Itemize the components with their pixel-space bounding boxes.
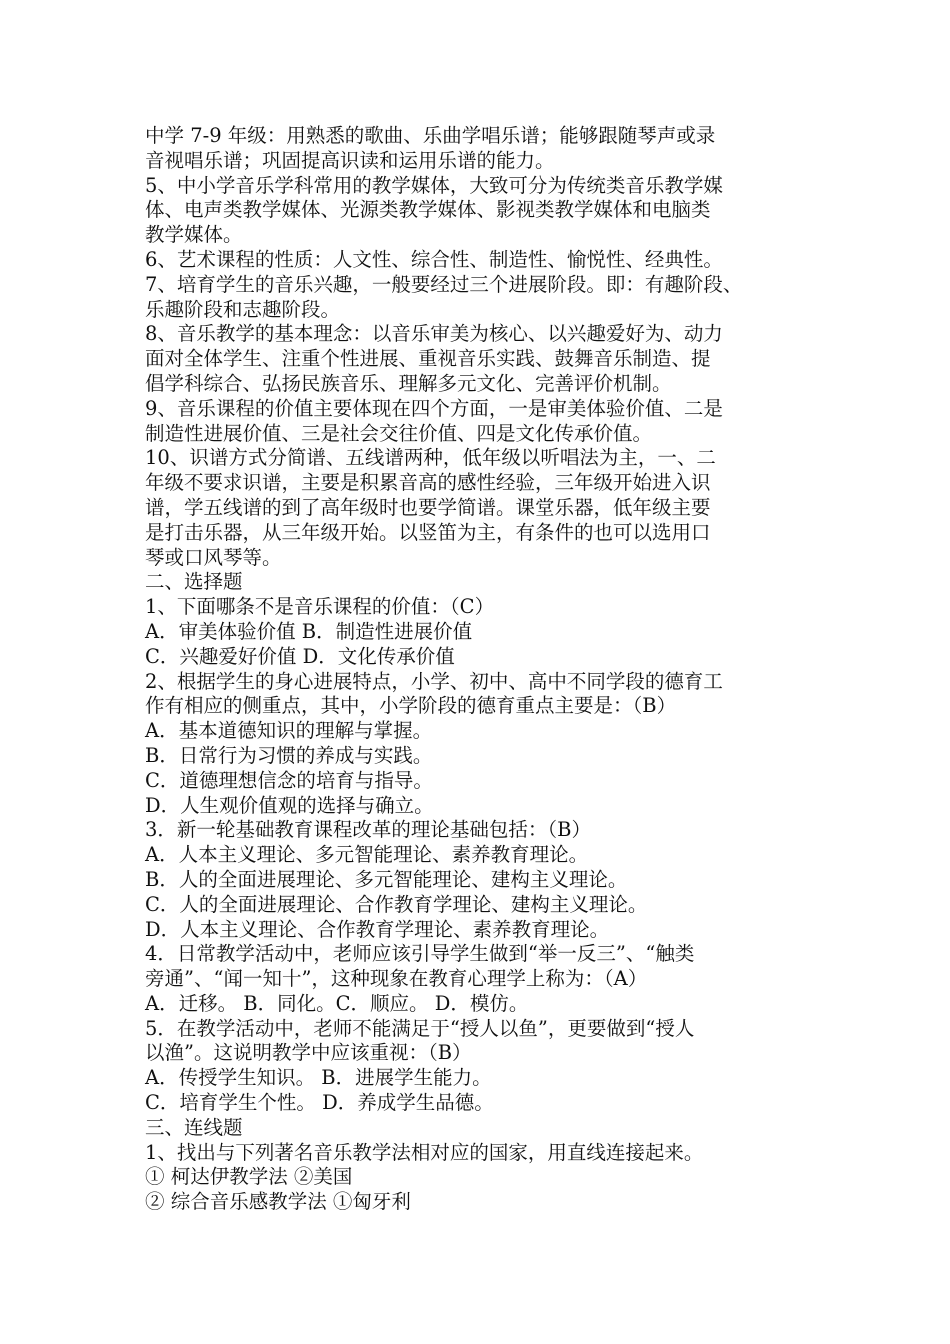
text-line: 6、艺术课程的性质：人文性、综合性、制造性、愉悦性、经典性。 — [145, 247, 723, 271]
question-text: 1、下面哪条不是音乐课程的价值：（C） — [145, 595, 495, 619]
text-line: 10、识谱方式分简谱、五线谱两种，低年级以听唱法为主，一、二 — [145, 446, 716, 470]
text-line: 8、音乐教学的基本理念：以音乐审美为核心、以兴趣爱好为、动力 — [145, 322, 723, 346]
matching-row: ② 综合音乐感教学法 ①匈牙利 — [145, 1190, 411, 1214]
question-text: 旁通”、“闻一知十”，这种现象在教育心理学上称为：（A） — [145, 967, 648, 991]
question-2 — [145, 670, 835, 819]
answer-options: A．迁移。 B．同化。C．顺应。 D．模仿。 — [145, 991, 529, 1015]
answer-option: C．人的全面进展理论、合作教育学理论、建构主义理论。 — [145, 892, 648, 916]
answer-option: D．人本主义理论、合作教育学理论、素养教育理论。 — [145, 917, 610, 941]
question-4 — [145, 942, 835, 1016]
question-text: 以渔”。这说明教学中应该重视：（B） — [145, 1041, 472, 1065]
matching-question-1 — [145, 1141, 835, 1215]
question-text: 2、根据学生的身心进展特点，小学、初中、高中不同学段的德育工 — [145, 669, 723, 693]
text-line: 乐趣阶段和志趣阶段。 — [145, 297, 341, 321]
paragraph-item-10 — [145, 446, 835, 570]
question-text: 4．日常教学活动中，老师应该引导学生做到“举一反三”、“触类 — [145, 942, 695, 966]
text-line: 面对全体学生、注重个性进展、重视音乐实践、鼓舞音乐制造、提 — [145, 347, 711, 371]
answer-options: C．兴趣爱好价值 D．文化传承价值 — [145, 644, 455, 668]
text-line: 制造性进展价值、三是社会交往价值、四是文化传承价值。 — [145, 421, 653, 445]
answer-options: C．培育学生个性。 D．养成学生品德。 — [145, 1091, 494, 1115]
section-heading: 二、选择题 — [145, 570, 243, 594]
question-text: 3．新一轮基础教育课程改革的理论基础包括：（B） — [145, 818, 591, 842]
text-line: 琴或口风琴等。 — [145, 545, 282, 569]
question-text: 5．在教学活动中，老师不能满足于“授人以鱼”，更要做到“授人 — [145, 1016, 695, 1040]
question-text: 作有相应的侧重点，其中，小学阶段的德育重点主要是：（B） — [145, 694, 677, 718]
text-line: 谱，学五线谱的到了高年级时也要学简谱。课堂乐器，低年级主要 — [145, 495, 711, 519]
answer-option: B．人的全面进展理论、多元智能理论、建构主义理论。 — [145, 867, 628, 891]
answer-option: C．道德理想信念的培育与指导。 — [145, 768, 433, 792]
document-page — [145, 124, 835, 1215]
question-1 — [145, 595, 835, 669]
text-line: 年级不要求识谱，主要是积累音高的感性经验，三年级开始进入识 — [145, 471, 711, 495]
text-line: 教学媒体。 — [145, 223, 243, 247]
question-3 — [145, 818, 835, 942]
question-text: 1、找出与下列著名音乐教学法相对应的国家，用直线连接起来。 — [145, 1140, 704, 1164]
text-line: 体、电声类教学媒体、光源类教学媒体、影视类教学媒体和电脑类 — [145, 198, 711, 222]
text-line: 9、音乐课程的价值主要体现在四个方面，一是审美体验价值、二是 — [145, 396, 723, 420]
text-line: 音视唱乐谱；巩固提高识读和运用乐谱的能力。 — [145, 148, 555, 172]
section-heading: 三、连线题 — [145, 1115, 243, 1139]
text-line: 是打击乐器，从三年级开始。以竖笛为主，有条件的也可以选用口 — [145, 520, 711, 544]
text-line: 中学 7-9 年级：用熟悉的歌曲、乐曲学唱乐谱；能够跟随琴声或录 — [145, 124, 716, 147]
paragraph-grade-7-9 — [145, 124, 835, 174]
paragraph-item-6 — [145, 248, 835, 273]
answer-option: B．日常行为习惯的养成与实践。 — [145, 743, 433, 767]
text-line: 5、中小学音乐学科常用的教学媒体，大致可分为传统类音乐教学媒 — [145, 173, 723, 197]
text-line: 倡学科综合、弘扬民族音乐、理解多元文化、完善评价机制。 — [145, 371, 672, 395]
paragraph-item-8 — [145, 322, 835, 396]
matching-row: ① 柯达伊教学法 ②美国 — [145, 1165, 353, 1189]
text-line: 7、培育学生的音乐兴趣，一般要经过三个进展阶段。即：有趣阶段、 — [145, 272, 743, 296]
answer-options: A．审美体验价值 B．制造性进展价值 — [145, 619, 473, 643]
section-heading-matching — [145, 1116, 835, 1141]
paragraph-item-5 — [145, 174, 835, 248]
question-5 — [145, 1017, 835, 1116]
paragraph-item-7 — [145, 273, 835, 323]
answer-options: A．传授学生知识。 B．进展学生能力。 — [145, 1066, 492, 1090]
answer-option: A．人本主义理论、多元智能理论、素养教育理论。 — [145, 843, 589, 867]
answer-option: A．基本道德知识的理解与掌握。 — [145, 719, 433, 743]
paragraph-item-9 — [145, 397, 835, 447]
answer-option: D．人生观价值观的选择与确立。 — [145, 793, 434, 817]
section-heading-choice — [145, 570, 835, 595]
